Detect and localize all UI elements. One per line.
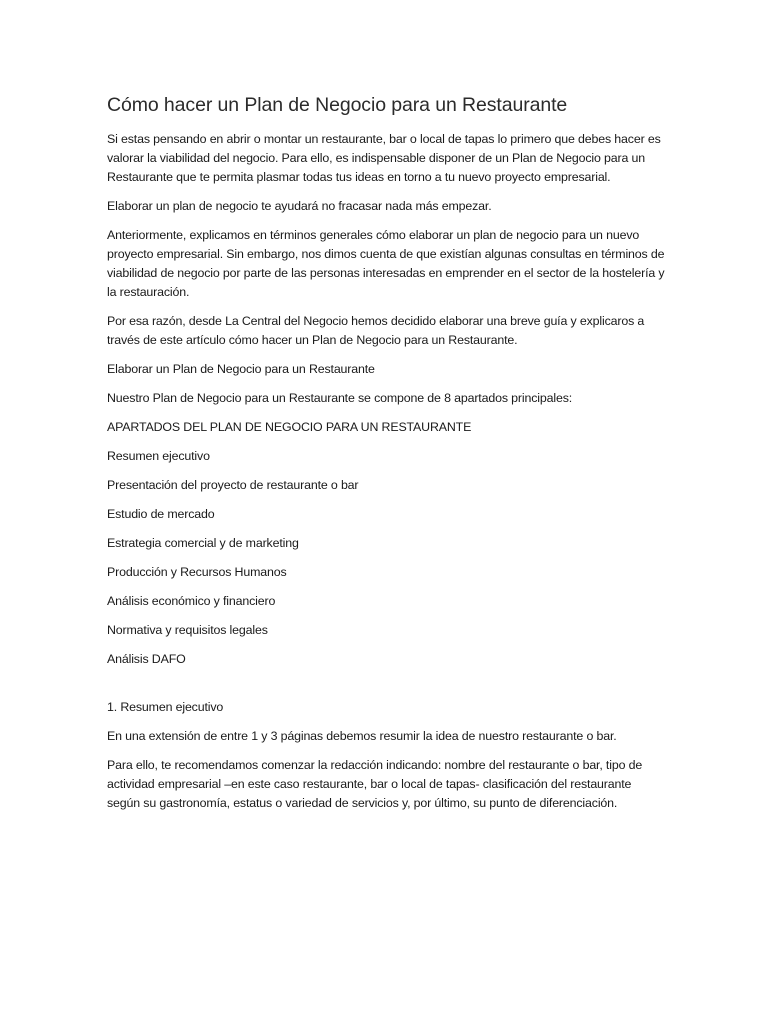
intro-paragraph-1: Si estas pensando en abrir o montar un restaurante, bar o local de tapas lo primero que debes hacer es valorar la viabilidad del negocio. Para ello, es indispensable disponer de un Plan de Negocio para un Restaurante que te permita plasmar todas tus ideas en torno a tu nuevo proyecto empresarial.: [107, 132, 661, 184]
section-list-item: Estudio de mercado: [107, 507, 215, 521]
sections-heading: APARTADOS DEL PLAN DE NEGOCIO PARA UN RESTAURANTE: [107, 420, 472, 434]
section1-paragraph-1: En una extensión de entre 1 y 3 páginas debemos resumir la idea de nuestro restaurante o bar.: [107, 729, 617, 743]
intro-paragraph-3: Anteriormente, explicamos en términos generales cómo elaborar un plan de negocio para un nuevo proyecto empresarial. Sin embargo, nos dimos cuenta de que existían algunas consultas en términos de viabilidad de negocio por parte de las personas interesadas en emprender en el sector de la hostelería y la restauración.: [107, 228, 665, 299]
section-list-item: Presentación del proyecto de restaurante o bar: [107, 478, 359, 492]
section-list-item: Normativa y requisitos legales: [107, 623, 268, 637]
intro-paragraph-4: Por esa razón, desde La Central del Negocio hemos decidido elaborar una breve guía y explicaros a través de este artículo cómo hacer un Plan de Negocio para un Restaurante.: [107, 314, 645, 347]
subheading-elaborar: Elaborar un Plan de Negocio para un Restaurante: [107, 362, 375, 376]
section-list-item: Estrategia comercial y de marketing: [107, 536, 299, 550]
section1-heading: 1. Resumen ejecutivo: [107, 700, 224, 714]
section-list-item: Producción y Recursos Humanos: [107, 565, 287, 579]
section-list-item: Resumen ejecutivo: [107, 449, 210, 463]
blank-line: [107, 679, 667, 698]
intro-paragraph-2: Elaborar un plan de negocio te ayudará no fracasar nada más empezar.: [107, 199, 492, 213]
section-list-item: Análisis económico y financiero: [107, 594, 276, 608]
document-body: [107, 92, 667, 823]
section1-paragraph-2: Para ello, te recomendamos comenzar la redacción indicando: nombre del restaurante o bar, tipo de actividad empresarial –en este caso restaurante, bar o local de tapas- clasificación del restaurante según su gastronomía, estatus o variedad de servicios y, por último, su punto de diferenciación.: [107, 758, 643, 810]
document-title: Cómo hacer un Plan de Negocio para un Restaurante: [107, 94, 568, 116]
intro-paragraph-6: Nuestro Plan de Negocio para un Restaurante se compone de 8 apartados principales:: [107, 391, 573, 405]
section-list-item: Análisis DAFO: [107, 652, 186, 666]
